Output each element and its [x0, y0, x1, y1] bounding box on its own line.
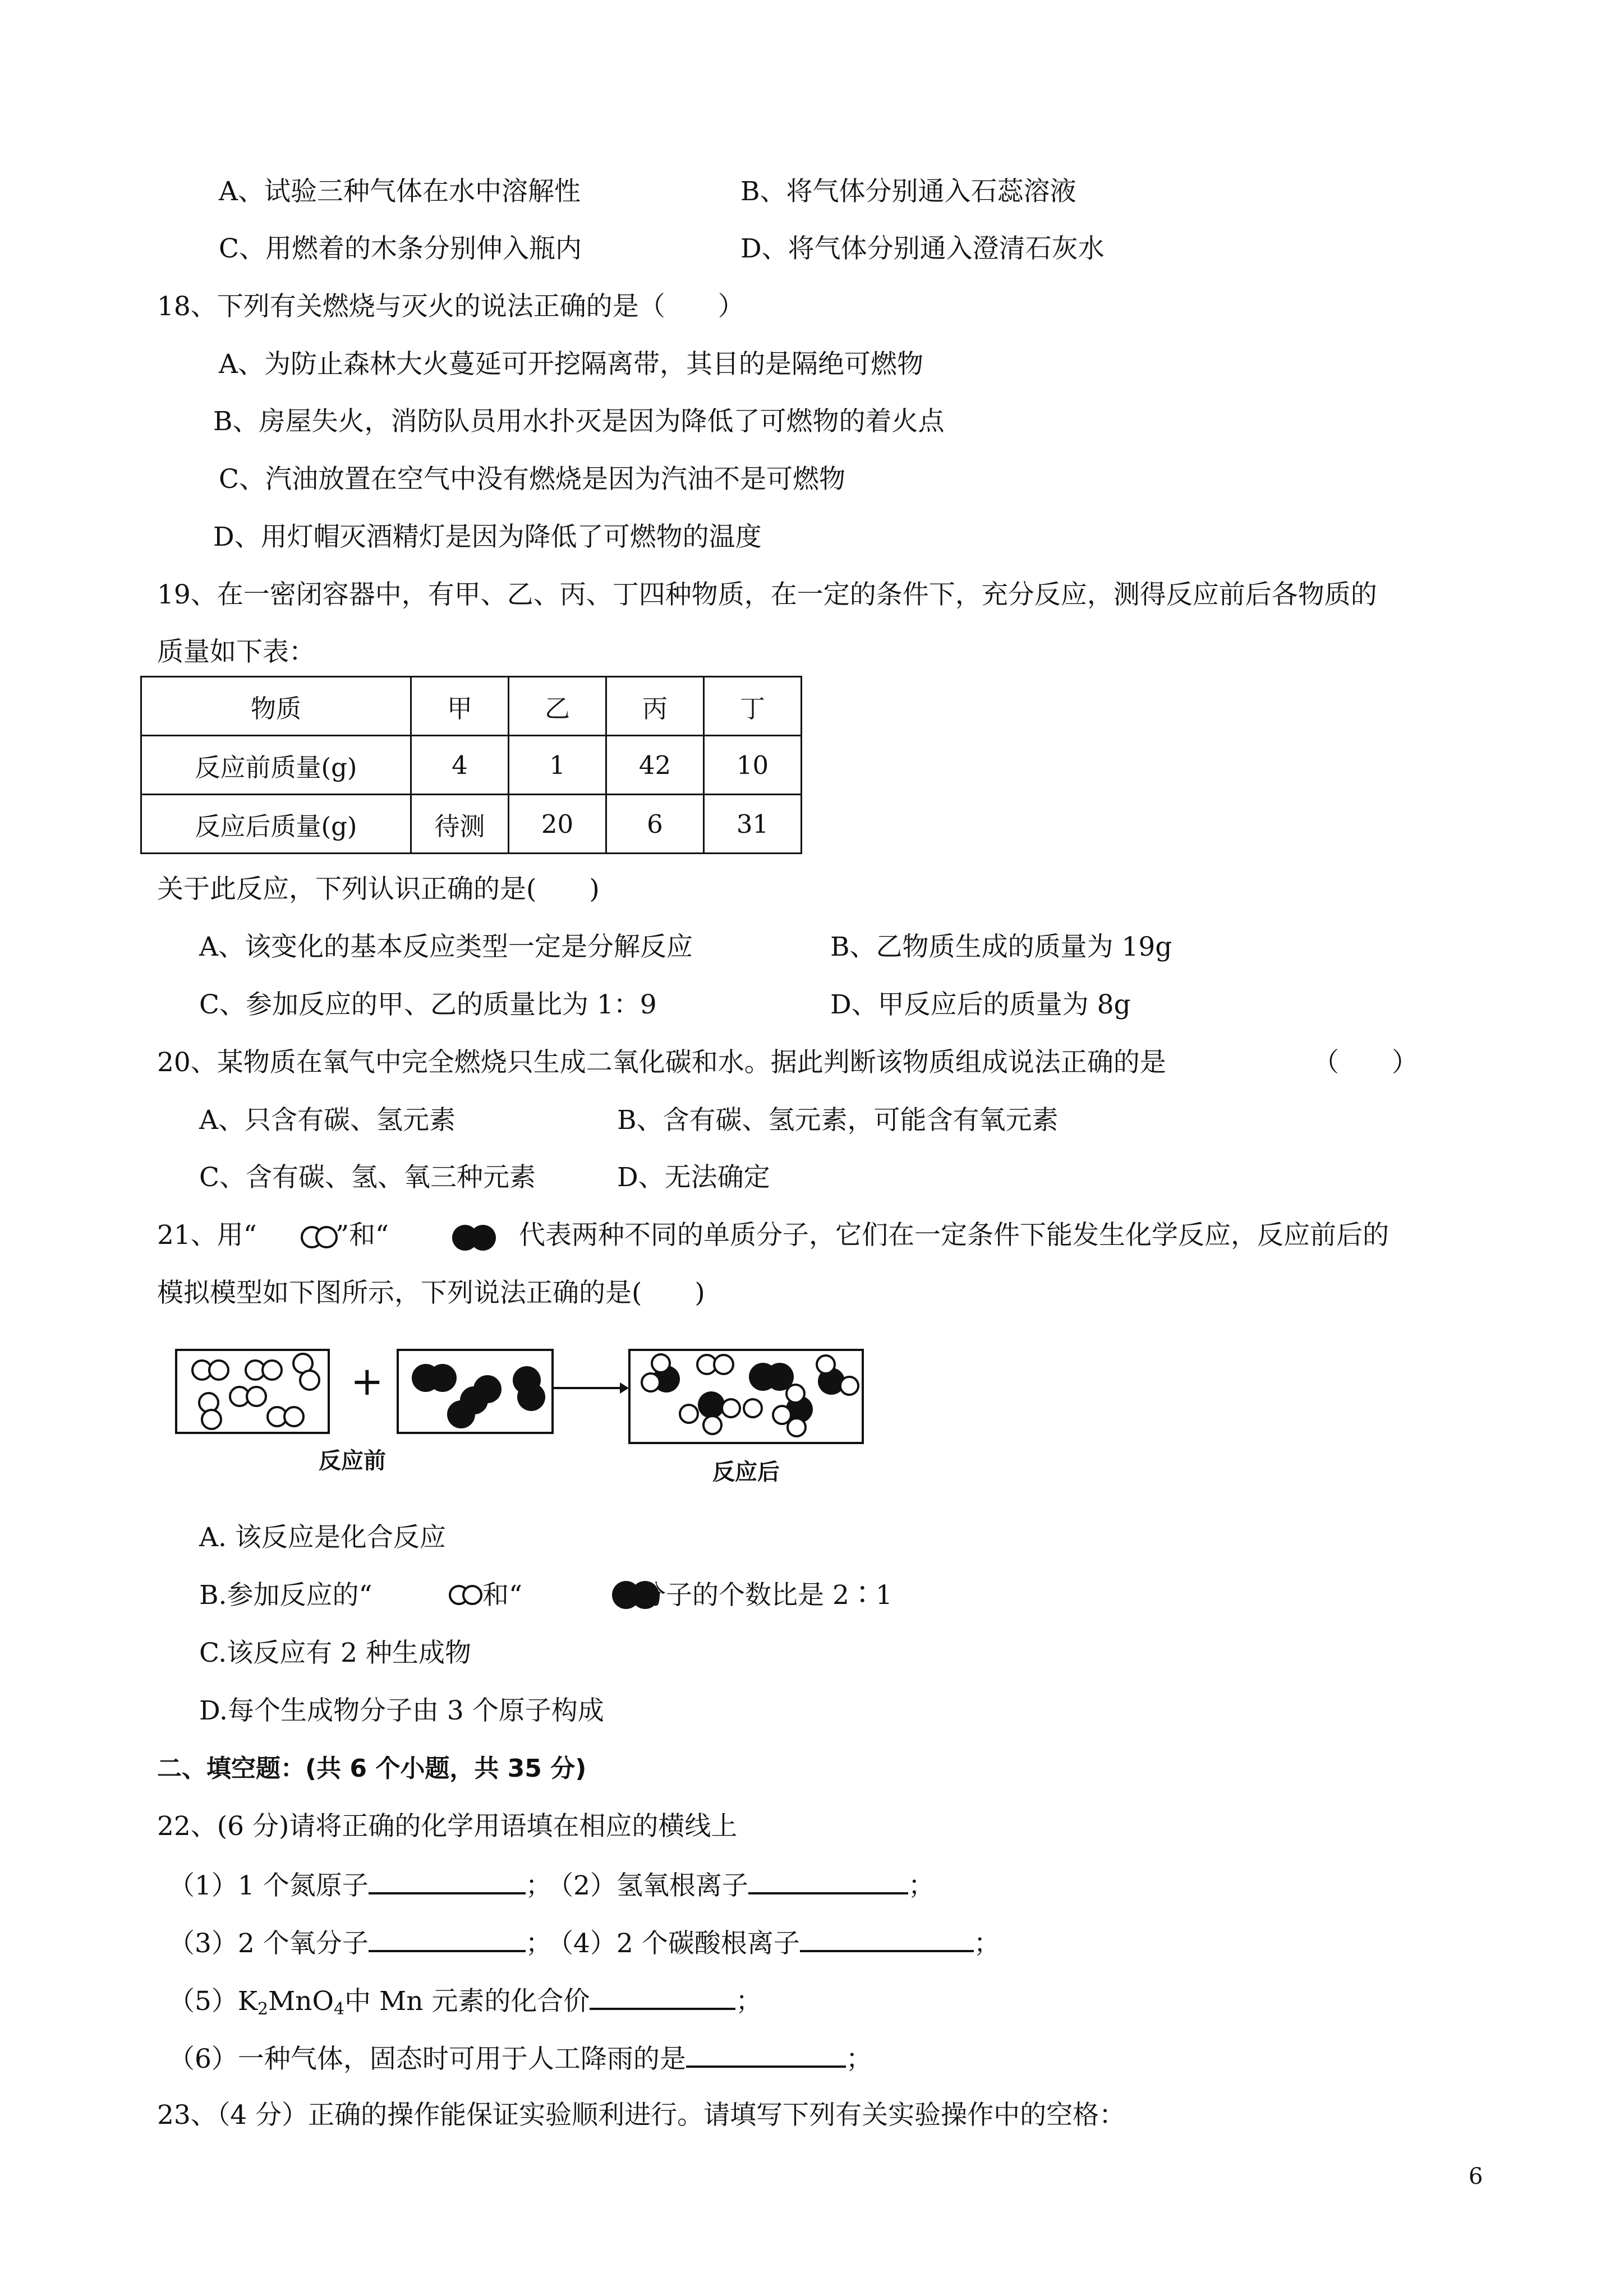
q18-option-c: C、汽油放置在空气中没有燃烧是因为汽油不是可燃物 [219, 464, 845, 495]
q20-stem: 20、某物质在氧气中完全燃烧只生成二氧化碳和水。据此判断该物质组成说法正确的是 [157, 1047, 1166, 1078]
label-after-reaction: 反应后 [712, 1459, 780, 1485]
table-cell: 31 [704, 795, 802, 854]
q22-item-4 [547, 1925, 1000, 1961]
table-cell: 4 [411, 736, 509, 795]
mass-table [140, 676, 802, 854]
reaction-before-box-black [397, 1349, 554, 1434]
q19-option-d: D、甲反应后的质量为 8g [830, 989, 1131, 1020]
table-cell: 42 [606, 736, 704, 795]
table-cell: 丙 [606, 677, 704, 736]
reaction-after-box [628, 1343, 864, 1444]
table-cell: 丁 [704, 677, 802, 736]
separator: ； [525, 1870, 552, 1901]
q21-stem-line2: 模拟模型如下图所示，下列说法正确的是( ) [157, 1278, 705, 1308]
answer-blank[interactable] [369, 1868, 526, 1894]
table-cell: 乙 [509, 677, 606, 736]
answer-blank[interactable] [800, 1925, 974, 1952]
label-before-reaction: 反应前 [319, 1448, 386, 1474]
q17-option-a: A、试验三种气体在水中溶解性 [219, 176, 581, 207]
black-molecule-icon [452, 1224, 508, 1252]
separator: ； [845, 2044, 872, 2074]
page-number: 6 [1469, 2164, 1483, 2189]
q18-option-d: D、用灯帽灭酒精灯是因为降低了可燃物的温度 [213, 522, 762, 552]
q17-option-c: C、用燃着的木条分别伸入瓶内 [219, 233, 582, 264]
table-cell: 10 [704, 736, 802, 795]
table-cell: 反应前质量(g) [141, 736, 411, 795]
q19-question: 关于此反应，下列认识正确的是( ) [157, 874, 600, 905]
q18-stem: 18、下列有关燃烧与灭火的说法正确的是（ ） [157, 291, 744, 322]
q17-option-d: D、将气体分别通入澄清石灰水 [740, 233, 1105, 264]
separator: ； [908, 1870, 935, 1901]
item-label: （4）2 个碳酸根离子 [547, 1928, 800, 1959]
q21-option-b-part2: 和“ [482, 1580, 523, 1611]
q17-option-b: B、将气体分别通入石蕊溶液 [740, 176, 1076, 207]
q22-item-6 [168, 2041, 872, 2076]
answer-blank[interactable] [748, 1868, 908, 1894]
table-cell: 1 [509, 736, 606, 795]
reaction-before-box-white [175, 1349, 330, 1434]
q19-stem-line2: 质量如下表： [157, 637, 315, 667]
table-header-row [141, 677, 802, 736]
table-row [141, 795, 802, 854]
item-label: （6）一种气体，固态时可用于人工降雨的是 [168, 2044, 686, 2074]
separator: ； [973, 1928, 1000, 1959]
table-cell: 物质 [141, 677, 411, 736]
q22-item-5 [168, 1983, 762, 2018]
table-cell: 20 [509, 795, 606, 854]
subscript: 2 [257, 1999, 269, 2019]
section-heading: 二、填空题：(共 6 个小题，共 35 分) [157, 1754, 587, 1783]
q21-option-b-part3: 分子的个数比是 2∶1 [640, 1580, 892, 1611]
q22-item-2 [547, 1868, 935, 1903]
item-label: （5）K [168, 1986, 258, 2017]
q18-option-b: B、房屋失火，消防队员用水扑灭是因为降低了可燃物的着火点 [213, 406, 945, 437]
q19-option-b: B、乙物质生成的质量为 19g [830, 932, 1172, 962]
item-label: 中 Mn 元素的化合价 [344, 1986, 590, 2017]
q23-stem: 23、（4 分）正确的操作能保证实验顺利进行。请填写下列有关实验操作中的空格： [157, 2100, 1126, 2131]
answer-blank[interactable] [369, 1925, 526, 1952]
answer-blank[interactable] [686, 2041, 846, 2068]
q21-option-d: D.每个生成物分子由 3 个原子构成 [199, 1695, 604, 1726]
answer-blank[interactable] [590, 1983, 735, 2010]
q20-option-a: A、只含有碳、氢元素 [199, 1105, 456, 1136]
table-cell: 6 [606, 795, 704, 854]
table-row [141, 736, 802, 795]
q21-option-a: A. 该反应是化合反应 [199, 1522, 446, 1553]
table-cell: 甲 [411, 677, 509, 736]
subscript: 4 [334, 1999, 345, 2019]
q21-stem-part3: 代表两种不同的单质分子，它们在一定条件下能发生化学反应，反应前后的 [519, 1220, 1389, 1251]
q22-item-3 [168, 1925, 552, 1961]
q19-option-a: A、该变化的基本反应类型一定是分解反应 [199, 932, 693, 962]
q20-option-c: C、含有碳、氢、氧三种元素 [199, 1162, 536, 1193]
q22-stem: 22、(6 分)请将正确的化学用语填在相应的横线上 [157, 1811, 738, 1842]
separator: ； [525, 1928, 552, 1959]
q21-stem-part2: ”和“ [335, 1220, 389, 1251]
q20-option-d: D、无法确定 [617, 1162, 770, 1193]
q21-option-c: C.该反应有 2 种生成物 [199, 1638, 472, 1668]
item-label: （3）2 个氧分子 [168, 1928, 369, 1959]
table-cell: 待测 [411, 795, 509, 854]
q20-answer-paren: （ ） [1313, 1047, 1418, 1078]
reaction-arrow [554, 1380, 629, 1396]
separator: ； [735, 1986, 762, 2017]
formula-part: MnO [268, 1986, 334, 2017]
q22-item-1 [168, 1868, 552, 1903]
q18-option-a: A、为防止森林大火蔓延可开挖隔离带，其目的是隔绝可燃物 [219, 349, 923, 380]
q19-stem-line1: 19、在一密闭容器中，有甲、乙、丙、丁四种物质，在一定的条件下，充分反应，测得反应前后各物质的 [157, 579, 1377, 610]
item-label: （1）1 个氮原子 [168, 1870, 369, 1901]
q21-stem-part1: 21、用“ [157, 1220, 257, 1251]
plus-sign: + [351, 1358, 384, 1404]
q20-option-b: B、含有碳、氢元素，可能含有氧元素 [617, 1105, 1059, 1136]
q19-option-c: C、参加反应的甲、乙的质量比为 1：9 [199, 989, 657, 1020]
item-label: （2）氢氧根离子 [547, 1870, 748, 1901]
table-cell: 反应后质量(g) [141, 795, 411, 854]
q21-option-b-part1: B.参加反应的“ [199, 1580, 372, 1611]
